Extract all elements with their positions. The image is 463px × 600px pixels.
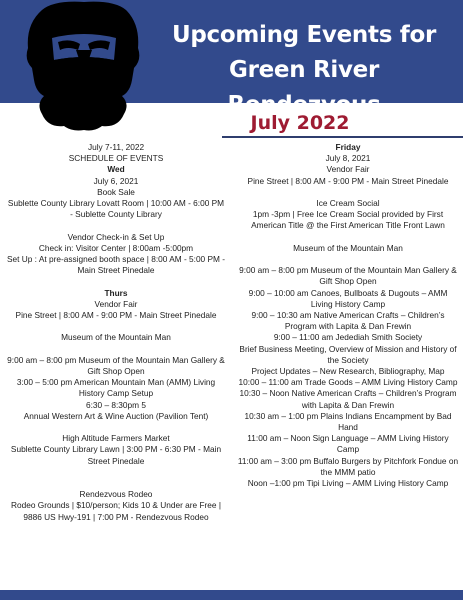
schedule-line: Vendor Fair [94, 298, 138, 309]
divider-rule [222, 136, 463, 138]
schedule-line: July 8, 2021 [325, 153, 371, 164]
schedule-line: Pine Street | 8:00 AM - 9:00 PM - Main Street Pinedale [15, 310, 217, 321]
spacer [237, 187, 459, 198]
spacer [6, 321, 226, 332]
schedule-line: Vendor Fair [326, 164, 370, 175]
schedule-column-right [237, 142, 459, 489]
schedule-line: 6:30 – 8:30pm 5 [86, 399, 146, 410]
schedule-line: 10:30 – Noon Native American Crafts – Children’s Program with Lapita & Dan Frewin [239, 388, 457, 410]
schedule-line: 9:00 – 10:00 am Canoes, Bullboats & Dugouts – AMM Living History Camp [248, 287, 448, 309]
schedule-line: SCHEDULE OF EVENTS [68, 153, 164, 164]
spacer [237, 254, 459, 265]
schedule-line: Annual Western Art & Wine Auction (Pavilion Tent) [23, 410, 209, 421]
schedule-line: Set Up : At pre-assigned booth space | 8:00 AM - 5:00 PM - Main Street Pinedale [7, 254, 225, 276]
page-title [150, 18, 458, 123]
schedule-line: Ice Cream Social [316, 198, 380, 208]
schedule-line: Rendezvous Rodeo [79, 489, 153, 500]
footer-bar [0, 590, 463, 600]
schedule-line: Vendor Check-in & Set Up [67, 231, 165, 242]
title-line-1: Upcoming Events for [171, 22, 437, 48]
spacer [6, 276, 226, 287]
schedule-line: 3:00 – 5:00 pm American Mountain Man (AMM) Living History Camp Setup [16, 377, 216, 399]
schedule-line: Brief Business Meeting, Overview of Mission and History of the Society [239, 343, 457, 365]
day-heading: Friday [335, 142, 361, 152]
schedule-line: 9:00 – 11:00 am Jedediah Smith Society [273, 332, 423, 343]
day-heading: Thurs [104, 287, 128, 298]
schedule-line: 10:30 am – 1:00 pm Plains Indians Encampment by Bad Hand [244, 410, 452, 433]
schedule-line: Sublette County Library Lovatt Room | 10:00 AM - 6:00 PM - Sublette County Library [7, 198, 225, 220]
spacer [6, 467, 226, 489]
schedule-line: 11:00 am – 3:00 pm Buffalo Burgers by Pitchfork Fondue on the MMM patio [237, 455, 459, 477]
schedule-line: Noon –1:00 pm Tipi Living – AMM Living History Camp [247, 478, 449, 489]
schedule-line: 9:00 – 10:30 am Native American Crafts – Children’s Program with Lapita & Dan Frewin [251, 310, 445, 332]
schedule-line: July 6, 2021 [93, 175, 139, 186]
schedule-line: 9:00 am – 8:00 pm Museum of the Mountain Man Gallery & Gift Shop Open [7, 354, 225, 376]
schedule-line: 11:00 am – Noon Sign Language – AMM Living History Camp [247, 433, 449, 455]
schedule-line: July 7-11, 2022 [87, 142, 145, 152]
schedule-line: Check in: Visitor Center | 8:00am -5:00pm [38, 242, 194, 253]
spacer [6, 344, 226, 355]
schedule-line: Book Sale [97, 186, 135, 197]
schedule-line: 9:00 am – 8:00 pm Museum of the Mountain Man Gallery & Gift Shop Open [239, 265, 457, 287]
spacer [6, 220, 226, 231]
schedule-column-left [6, 142, 226, 523]
schedule-line: Pine Street | 8:00 AM - 9:00 PM - Main Street Pinedale [247, 175, 449, 186]
schedule-line: Rodeo Grounds | $10/person; Kids 10 & Under are Free | 9886 US Hwy-191 | 7:00 PM - Rendezvous Rodeo [10, 500, 221, 522]
schedule-line: Sublette County Library Lawn | 3:00 PM - 6:30 PM - Main Street Pinedale [10, 444, 222, 466]
schedule-line: Museum of the Mountain Man [61, 332, 171, 343]
spacer [237, 232, 459, 243]
title-line-2: Green River Rendezvous [227, 57, 381, 118]
schedule-line: 10:00 – 11:00 am Trade Goods – AMM Living History Camp [238, 377, 458, 388]
schedule-line: High Altitude Farmers Market [62, 433, 170, 444]
schedule-line: Project Updates – New Research, Bibliography, Map [251, 366, 445, 377]
mountain-man-logo-icon [14, 0, 154, 132]
month-heading: July 2022 [250, 112, 350, 134]
day-heading: Wed [107, 164, 125, 175]
spacer [6, 422, 226, 433]
schedule-line: 1pm -3pm | Free Ice Cream Social provided by First American Title @ the First American Title Front Lawn [251, 209, 445, 231]
schedule-line: Museum of the Mountain Man [293, 242, 403, 253]
